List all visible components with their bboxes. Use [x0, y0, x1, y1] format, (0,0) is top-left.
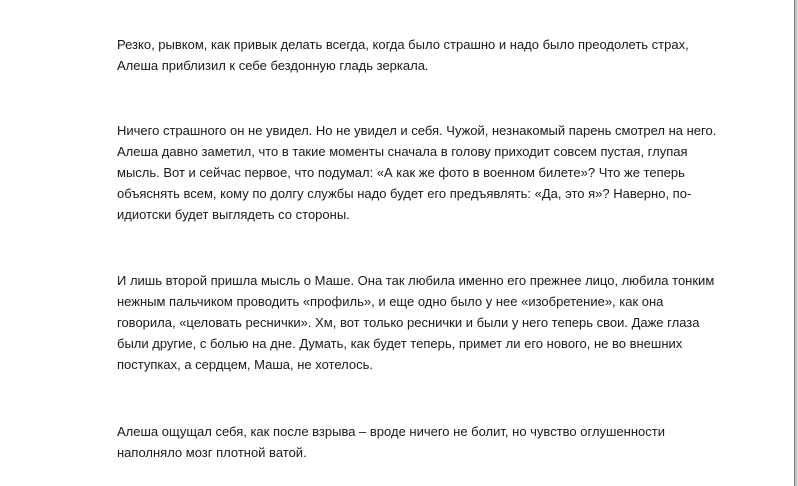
text-line: были другие, с болью на дне. Думать, как будет теперь, примет ли его нового, не во внешних: [117, 336, 683, 351]
text-line: Алеша приблизил к себе бездонную гладь зеркала.: [117, 58, 429, 73]
text-line: идиотски будет выглядеть со стороны.: [117, 207, 350, 222]
text-line: наполняло мозг плотной ватой.: [117, 445, 307, 460]
text-line: И лишь второй пришла мысль о Маше. Она так любила именно его прежнее лицо, любила тонким: [117, 273, 715, 288]
text-line: мысль. Вот и сейчас первое, что подумал: «А как же фото в военном билете»? Что же теперь: [117, 165, 685, 180]
text-line: объяснять всем, кому по долгу службы надо будет его предъявлять: «Да, это я»? Наверно, по-: [117, 186, 692, 201]
text-line: поступках, а сердцем, Маша, не хотелось.: [117, 357, 373, 372]
text-line: Резко, рывком, как привык делать всегда, когда было страшно и надо было преодолеть страх,: [117, 37, 689, 52]
text-line: Ничего страшного он не увидел. Но не увидел и себя. Чужой, незнакомый парень смотрел на него.: [117, 123, 717, 138]
text-line: Алеша ощущал себя, как после взрыва – вроде ничего не болит, но чувство оглушенности: [117, 424, 665, 439]
text-line: говорила, «целовать реснички». Хм, вот только реснички и были у него теперь свои. Даже глаза: [117, 315, 700, 330]
text-line: Алеша давно заметил, что в такие моменты сначала в голову приходит совсем пустая, глупая: [117, 144, 688, 159]
text-line: нежным пальчиком проводить «профиль», и еще одно было у нее «изобретение», как она: [117, 294, 664, 309]
